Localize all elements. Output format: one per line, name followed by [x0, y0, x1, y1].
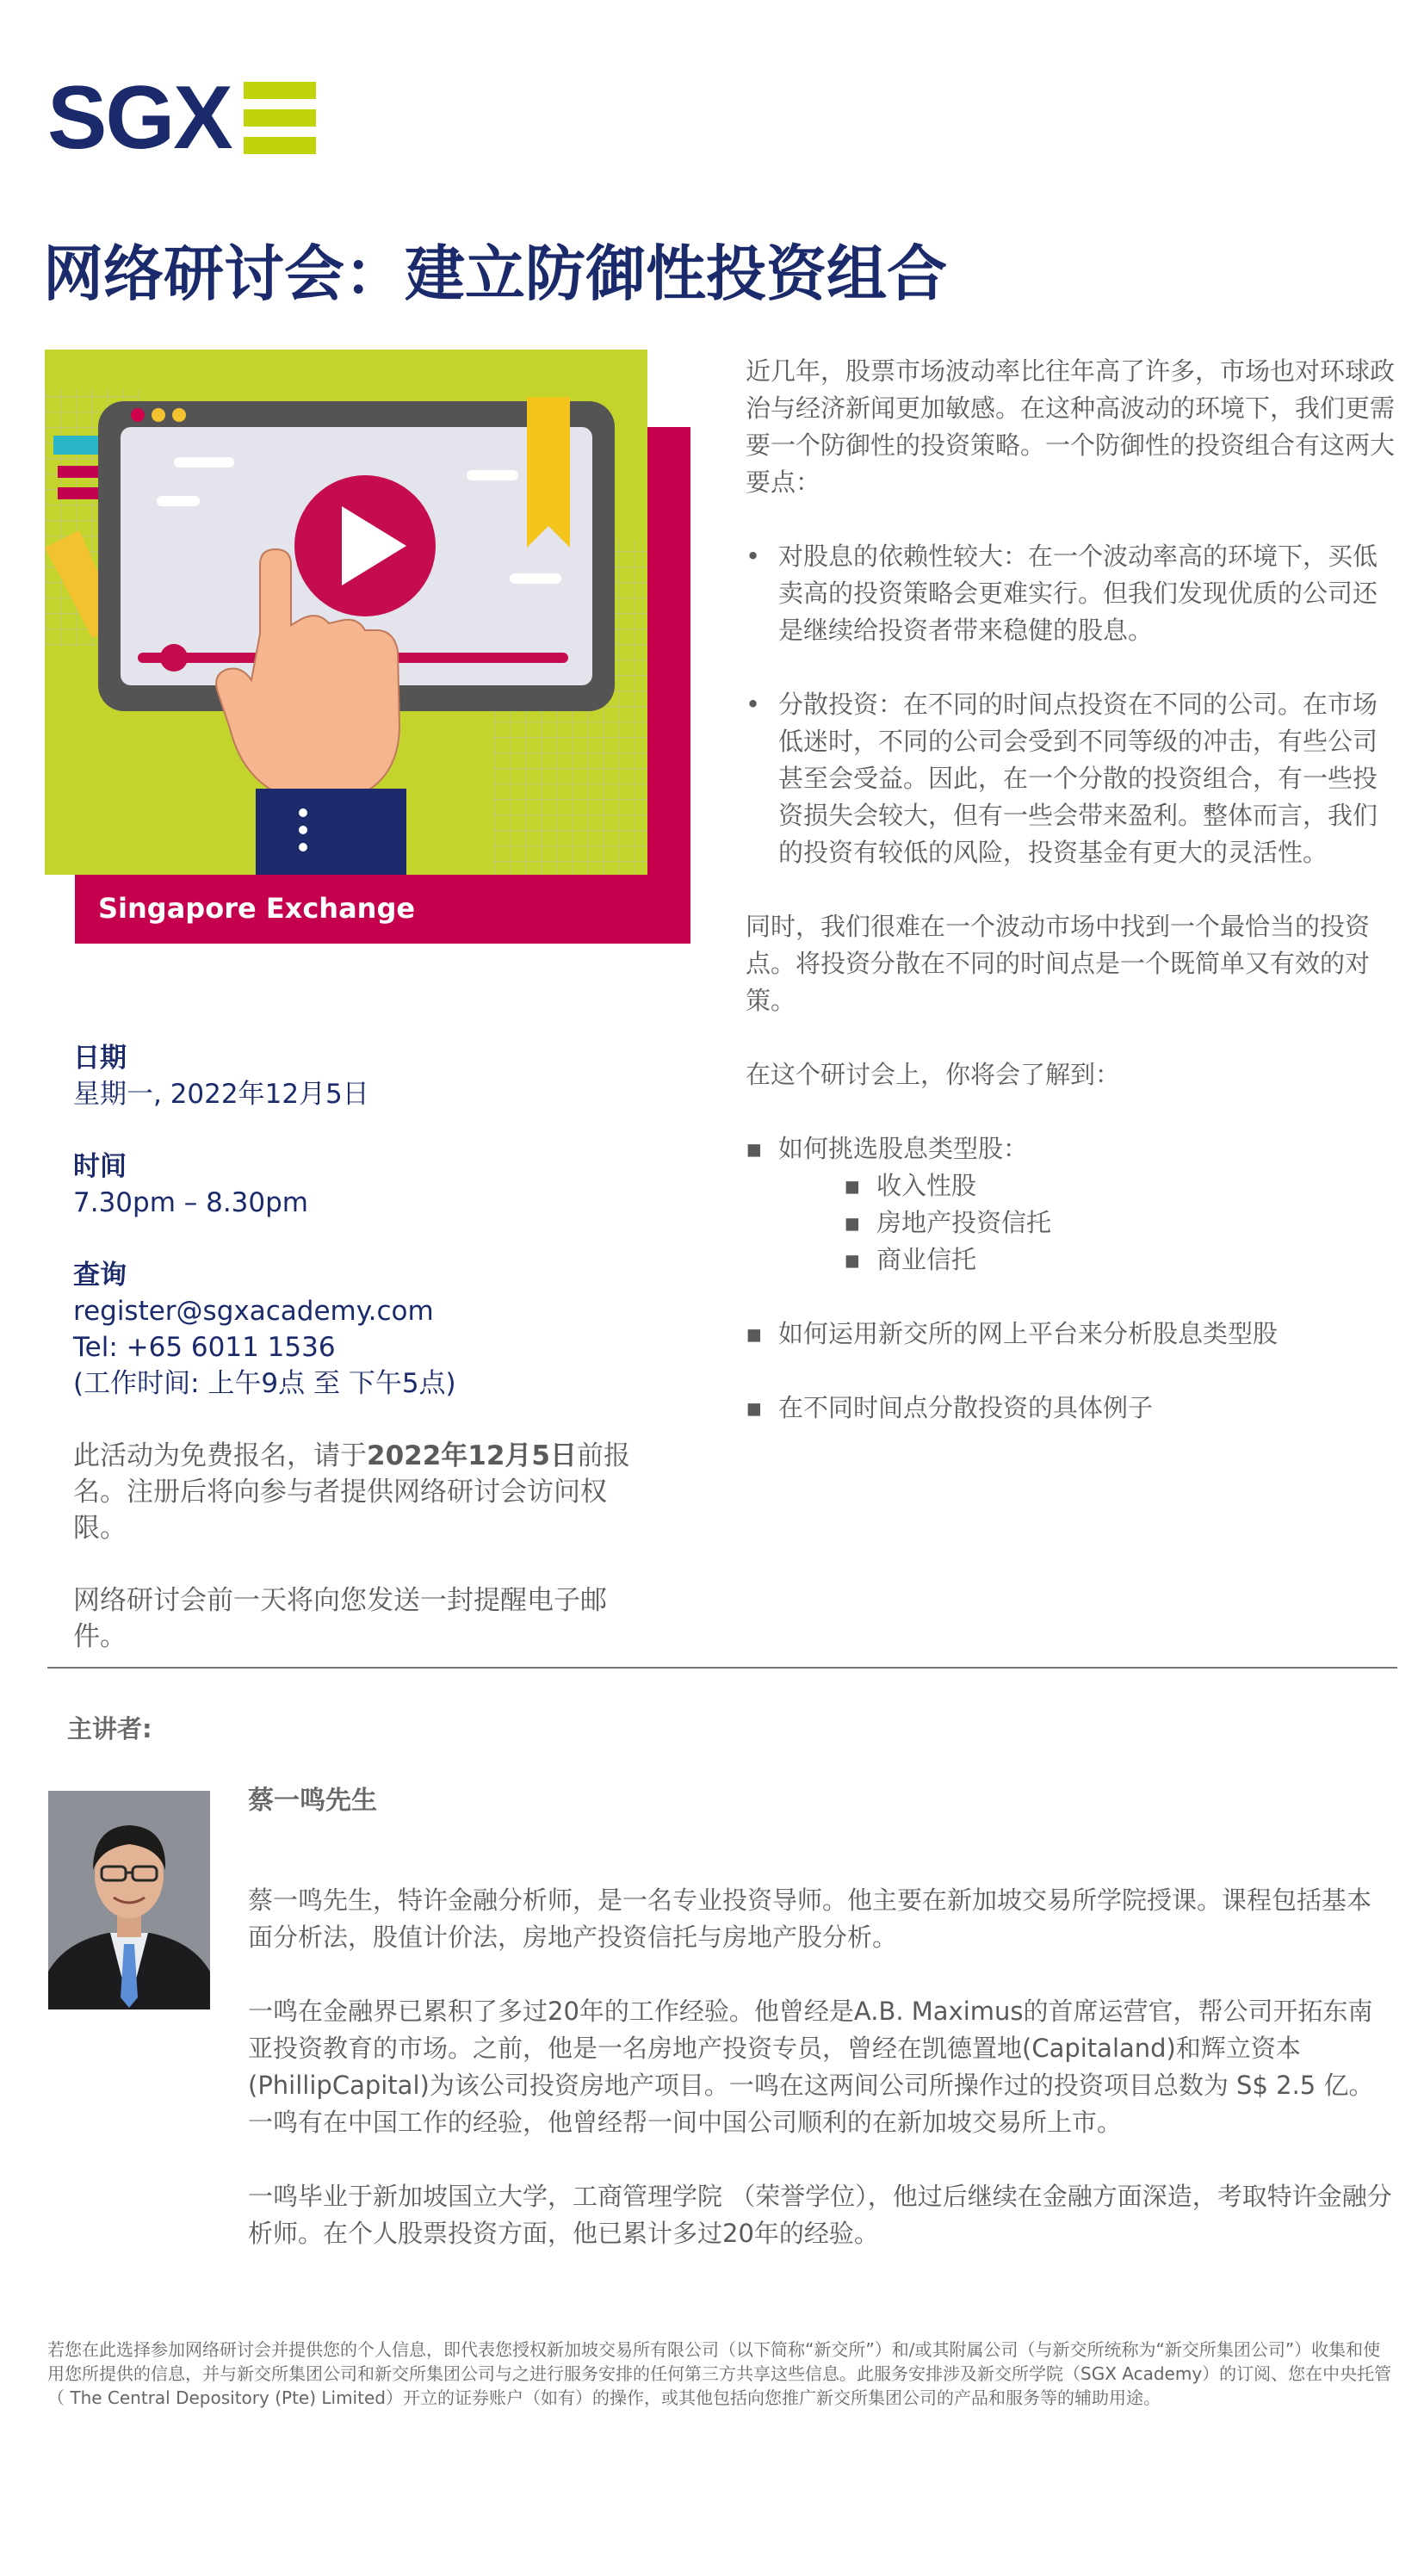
bullet-icon: •	[746, 690, 761, 719]
speaker-portrait	[48, 1791, 210, 2009]
reminder-note: 网络研讨会前一天将向您发送一封提醒电子邮件。	[73, 1585, 607, 1652]
learning-item-text: 在不同时间点分散投资的具体例子	[778, 1393, 1154, 1422]
sub-list-item: ▪ 收入性股	[844, 1167, 1400, 1204]
speaker-photo	[48, 1791, 210, 2009]
registration-note: 此活动为免费报名，请于2022年12月5日前报名。注册后将向参与者提供网络研讨会访问权限。	[73, 1440, 630, 1544]
sub-list-item: ▪ 房地产投资信托	[844, 1204, 1400, 1242]
bullet-icon: •	[746, 542, 761, 571]
time-value: 7.30pm – 8.30pm	[73, 1187, 309, 1218]
list-item	[746, 538, 1400, 649]
square-bullet-icon: ▪	[746, 1134, 763, 1163]
list-item	[746, 1130, 1400, 1279]
square-bullet-icon: ▪	[746, 1319, 763, 1348]
sub-list-item: ▪ 商业信托	[844, 1242, 1400, 1279]
section-divider	[47, 1667, 1397, 1669]
speaker-name: 蔡一鸣先生	[248, 1786, 377, 1816]
square-bullet-icon: ▪	[746, 1393, 763, 1422]
list-item	[746, 686, 1400, 871]
registration-deadline: 2022年12月5日	[367, 1440, 577, 1471]
square-bullet-icon: ▪	[844, 1208, 861, 1237]
point-text: 分散投资：在不同的时间点投资在不同的公司。在市场低迷时，不同的公司会受到不同等级的冲击，有些公司甚至会受益。因此，在一个分散的投资组合，有一些投资损失会较大，但有一些会带来盈利。整体而言，我们的投资有较低的风险，投资基金有更大的灵活性。	[778, 690, 1378, 867]
logo-text: SGX	[47, 68, 232, 168]
learning-item-text: 如何挑选股息类型股：	[778, 1134, 1029, 1163]
list-item	[746, 1316, 1400, 1353]
intro-paragraph: 近几年，股票市场波动率比往年高了许多，市场也对环球政治与经济新闻更加敏感。在这种高波动的环境下，我们更需要一个防御性的投资策略。一个防御性的投资组合有这两大要点：	[746, 356, 1396, 497]
learning-item-text: 如何运用新交所的网上平台来分析股息类型股	[778, 1319, 1279, 1348]
email-link[interactable]: register@sgxacademy.com	[73, 1296, 434, 1327]
square-bullet-icon: ▪	[844, 1245, 861, 1274]
speaker-bio	[248, 1882, 1393, 2289]
page-title: 网络研讨会：建立防御性投资组合	[43, 238, 947, 309]
privacy-disclaimer: 若您在此选择参加网络研讨会并提供您的个人信息，即代表您授权新加坡交易所有限公司（以下简称“新交所”）和/或其附属公司（与新交所统称为“新交所集团公司”）收集和使用您所提供的信息，并与新交所集团公司和新交所集团公司与之进行服务安排的任何第三方共享这些信息。此服务安排涉及新交所学院（SGX Academy）的订阅、您在中央托管（ The Central Depository (Pte) Limited）开立的证券账户（如有）的操作，或其他包括向您推广新交所集团公司的产品和服务等的辅助用途。	[47, 2339, 1392, 2408]
event-info	[73, 1040, 641, 1655]
point-text: 对股息的依赖性较大：在一个波动率高的环境下，买低卖高的投资策略会更难实行。但我们发现优质的公司还是继续给投资者带来稳健的股息。	[778, 542, 1378, 645]
date-label: 日期	[73, 1043, 127, 1074]
bio-paragraph: 一鸣毕业于新加坡国立大学，工商管理学院 （荣誉学位），他过后继续在金融方面深造，考取特许金融分析师。在个人股票投资方面，他已累计多过20年的经验。	[248, 2182, 1392, 2248]
bio-paragraph: 一鸣在金融界已累积了多过20年的工作经验。他曾经是A.B. Maximus的首席运营官，帮公司开拓东南亚投资教育的市场。之前，他是一名房地产投资专员，曾经在凯德置地(Capitaland)和辉立资本(PhillipCapital)为该公司投资房地产项目。一鸣在这两间公司所操作过的投资项目总数为 S$ 2.5 亿。一鸣有在中国工作的经验，他曾经帮一间中国公司顺利的在新加坡交易所上市。	[248, 1997, 1374, 2137]
learn-intro: 在这个研讨会上，你将会了解到：	[746, 1060, 1121, 1089]
hero-caption: Singapore Exchange	[98, 892, 416, 925]
speaker-heading: 主讲者:	[67, 1714, 152, 1743]
square-bullet-icon: ▪	[844, 1171, 861, 1200]
key-points-list	[746, 538, 1400, 871]
sub-list	[844, 1167, 1400, 1279]
list-item	[746, 1390, 1400, 1427]
office-hours: (工作时间: 上午9点 至 下午5点)	[73, 1368, 456, 1399]
bio-paragraph: 蔡一鸣先生，特许金融分析师，是一名专业投资导师。他主要在新加坡交易所学院授课。课程包括基本面分析法，股值计价法，房地产投资信托与房地产股分析。	[248, 1886, 1372, 1952]
strategy-paragraph: 同时，我们很难在一个波动市场中找到一个最恰当的投资点。将投资分散在不同的时间点是一个既简单又有效的对策。	[746, 912, 1371, 1015]
date-value: 星期一, 2022年12月5日	[73, 1079, 369, 1110]
hero-illustration	[45, 350, 690, 944]
learning-list	[746, 1130, 1400, 1427]
description-column	[746, 353, 1400, 1427]
video-play-illustration	[45, 350, 690, 944]
logo-bars-icon	[244, 82, 316, 154]
phone-number: Tel: +65 6011 1536	[73, 1332, 336, 1363]
enquiry-label: 查询	[73, 1260, 127, 1291]
time-label: 时间	[73, 1151, 127, 1182]
sgx-logo	[47, 68, 316, 168]
